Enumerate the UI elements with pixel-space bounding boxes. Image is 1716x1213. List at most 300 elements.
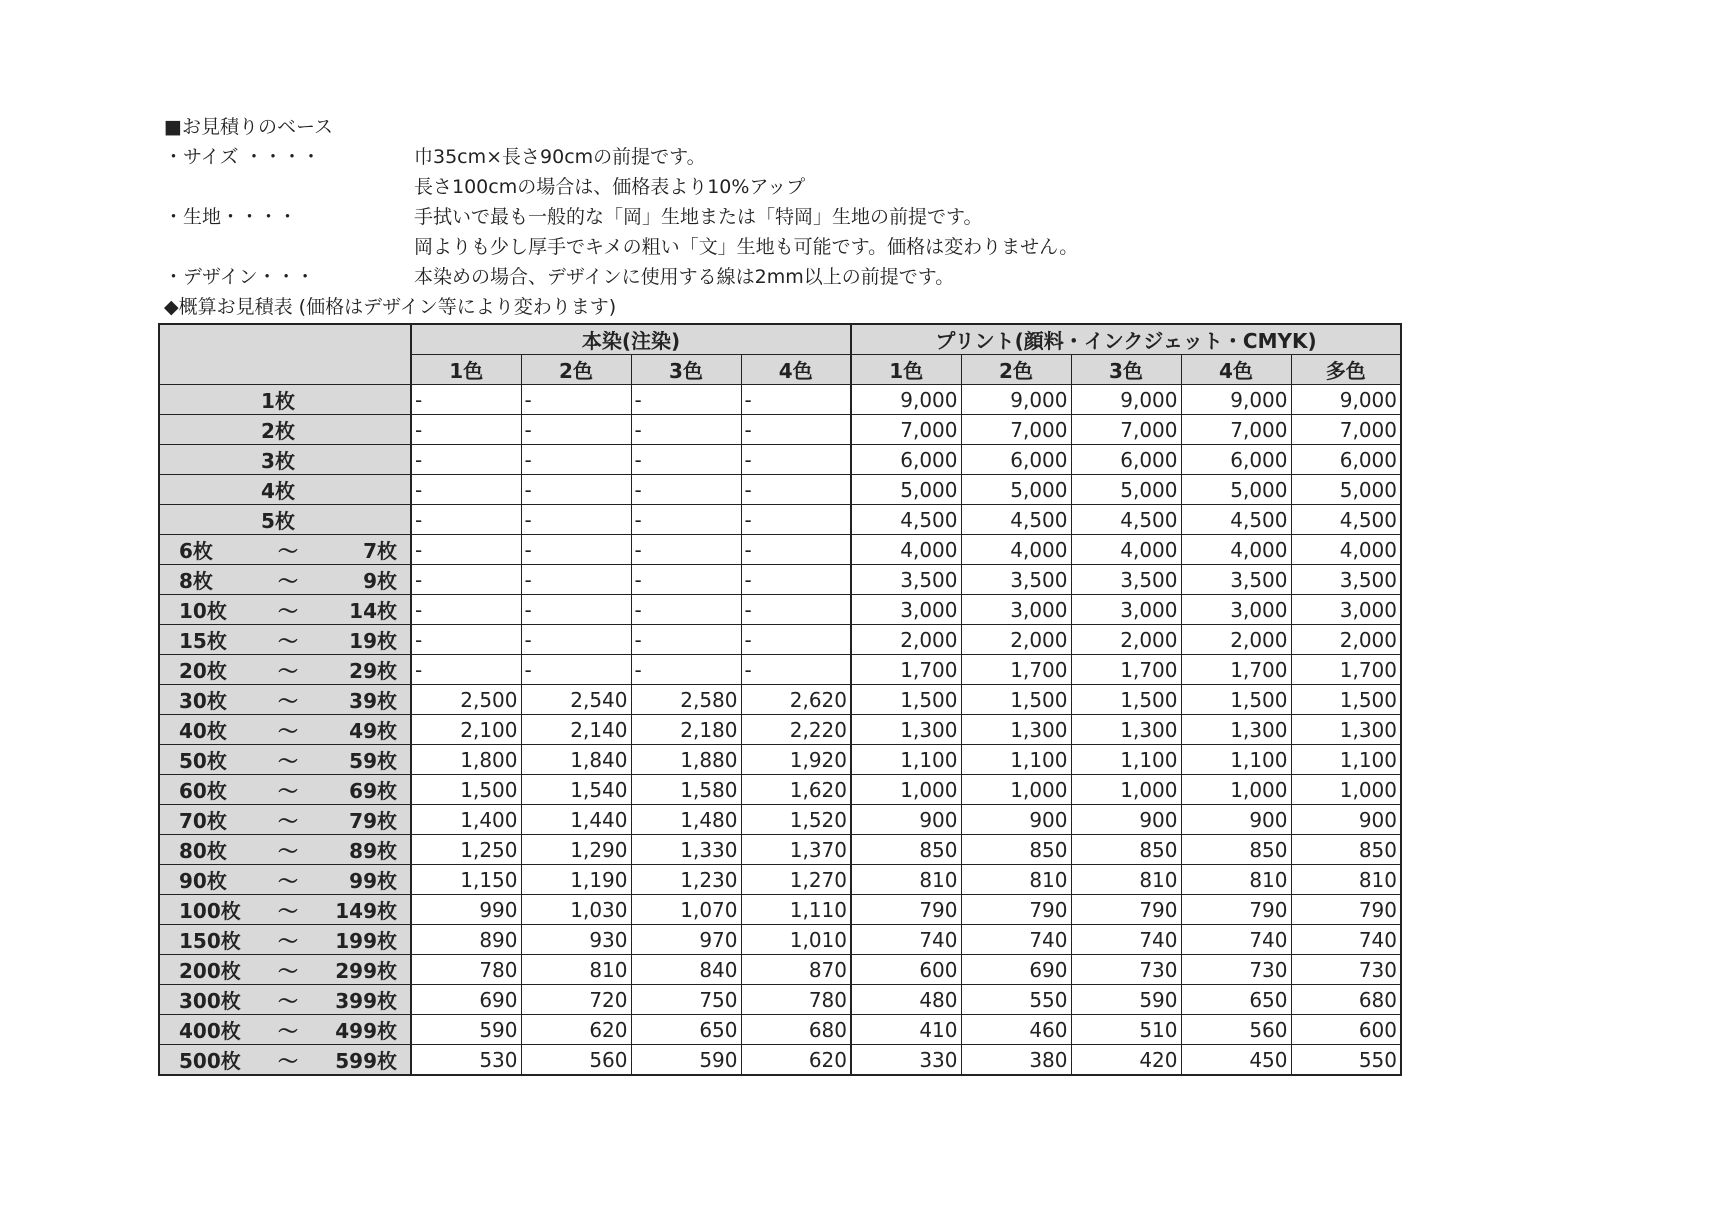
price-cell: 790 [851, 895, 961, 925]
price-cell: 810 [851, 865, 961, 895]
table-row [159, 475, 1401, 505]
note-label: ・サイズ ・・・・ [164, 146, 321, 168]
price-cell: 1,100 [1071, 745, 1181, 775]
price-cell: 1,480 [631, 805, 741, 835]
price-cell: 850 [961, 835, 1071, 865]
price-cell: 1,190 [521, 865, 631, 895]
note-label: ・デザイン・・・ [164, 266, 315, 288]
quantity-from: 300枚 [179, 989, 241, 1013]
price-cell: 1,370 [741, 835, 851, 865]
price-cell: 1,000 [851, 775, 961, 805]
price-cell: 1,700 [1071, 655, 1181, 685]
quantity-from: 500枚 [179, 1049, 241, 1073]
price-cell: - [521, 565, 631, 595]
price-cell: - [631, 565, 741, 595]
price-cell: 550 [961, 985, 1071, 1015]
quantity-cell [159, 835, 411, 865]
price-cell: 850 [1071, 835, 1181, 865]
price-cell: 3,500 [1181, 565, 1291, 595]
quantity-to: 399枚 [335, 989, 397, 1013]
price-cell: - [741, 595, 851, 625]
price-cell: 3,000 [851, 595, 961, 625]
price-cell: 9,000 [1071, 385, 1181, 415]
price-cell: 3,000 [1071, 595, 1181, 625]
quantity-from: 80枚 [179, 839, 227, 863]
group-header-print: プリント(顔料・インクジェット・CMYK) [851, 324, 1401, 355]
price-cell: 750 [631, 985, 741, 1015]
price-cell: - [521, 625, 631, 655]
price-cell: 1,100 [1291, 745, 1401, 775]
price-cell: 3,000 [1181, 595, 1291, 625]
price-cell: 6,000 [1071, 445, 1181, 475]
quantity-header [159, 324, 411, 385]
table-row [159, 955, 1401, 985]
quantity-cell [159, 565, 411, 595]
note-text: 巾35cm×長さ90cmの前提です。 [414, 146, 706, 168]
quantity-cell [159, 655, 411, 685]
price-cell: - [521, 415, 631, 445]
price-cell: - [521, 475, 631, 505]
table-row [159, 565, 1401, 595]
quantity-cell [159, 805, 411, 835]
price-cell: 1,700 [1291, 655, 1401, 685]
price-cell: 620 [741, 1045, 851, 1076]
price-cell: 600 [1291, 1015, 1401, 1045]
quantity-to: 14枚 [349, 599, 397, 623]
table-row [159, 805, 1401, 835]
quantity-to: 149枚 [335, 899, 397, 923]
quantity-from: 60枚 [179, 779, 227, 803]
price-cell: 9,000 [1181, 385, 1291, 415]
price-cell: 4,000 [1291, 535, 1401, 565]
quantity-sep: ～ [278, 689, 298, 713]
price-cell: 1,400 [411, 805, 521, 835]
price-cell: 740 [1071, 925, 1181, 955]
table-row [159, 415, 1401, 445]
price-cell: - [411, 475, 521, 505]
price-cell: 900 [961, 805, 1071, 835]
quantity-from: 30枚 [179, 689, 227, 713]
note-label: ・生地・・・・ [164, 206, 298, 228]
price-cell: - [741, 445, 851, 475]
quantity-from: 100枚 [179, 899, 241, 923]
price-cell: 1,540 [521, 775, 631, 805]
price-cell: - [631, 475, 741, 505]
quantity-from: 70枚 [179, 809, 227, 833]
quantity-cell [159, 985, 411, 1015]
quantity-to: 599枚 [335, 1049, 397, 1073]
price-cell: 7,000 [851, 415, 961, 445]
quantity-cell [159, 535, 411, 565]
price-cell: 1,620 [741, 775, 851, 805]
quantity-from: 90枚 [179, 869, 227, 893]
price-cell: - [411, 505, 521, 535]
color-count-header: 2色 [961, 355, 1071, 385]
price-cell: 1,700 [1181, 655, 1291, 685]
note-text: 長さ100cmの場合は、価格表より10%アップ [414, 176, 806, 198]
price-cell: 740 [961, 925, 1071, 955]
price-cell: 3,500 [961, 565, 1071, 595]
price-cell: 2,220 [741, 715, 851, 745]
quantity-from: 50枚 [179, 749, 227, 773]
price-cell: 7,000 [1291, 415, 1401, 445]
price-cell: 510 [1071, 1015, 1181, 1045]
quantity-from: 5枚 [261, 509, 295, 533]
quantity-cell [159, 925, 411, 955]
price-cell: 4,000 [961, 535, 1071, 565]
price-cell: 1,100 [851, 745, 961, 775]
price-cell: 1,880 [631, 745, 741, 775]
price-cell: 1,300 [1291, 715, 1401, 745]
quantity-from: 4枚 [261, 479, 295, 503]
price-cell: 1,520 [741, 805, 851, 835]
price-cell: 810 [1181, 865, 1291, 895]
quantity-from: 6枚 [179, 539, 213, 563]
price-cell: 4,000 [851, 535, 961, 565]
price-cell: - [741, 385, 851, 415]
quantity-sep: ～ [278, 569, 298, 593]
quantity-to: 499枚 [335, 1019, 397, 1043]
table-row [159, 655, 1401, 685]
price-cell: 1,800 [411, 745, 521, 775]
price-cell: 7,000 [1071, 415, 1181, 445]
quantity-to: 99枚 [349, 869, 397, 893]
quantity-from: 8枚 [179, 569, 213, 593]
quantity-sep: ～ [278, 599, 298, 623]
price-cell: 2,000 [1291, 625, 1401, 655]
price-cell: - [521, 595, 631, 625]
table-row [159, 595, 1401, 625]
price-cell: 2,500 [411, 685, 521, 715]
note-size [164, 142, 1078, 172]
price-cell: 690 [411, 985, 521, 1015]
quantity-to: 9枚 [363, 569, 397, 593]
quantity-sep: ～ [278, 779, 298, 803]
quantity-cell [159, 1045, 411, 1076]
price-cell: 590 [1071, 985, 1181, 1015]
price-cell: 2,540 [521, 685, 631, 715]
price-cell: 6,000 [851, 445, 961, 475]
price-cell: 1,700 [851, 655, 961, 685]
note-text: 本染めの場合、デザインに使用する線は2mm以上の前提です。 [414, 266, 955, 288]
price-cell: 450 [1181, 1045, 1291, 1076]
quantity-to: 29枚 [349, 659, 397, 683]
table-row [159, 865, 1401, 895]
price-cell: 2,580 [631, 685, 741, 715]
quantity-to: 7枚 [363, 539, 397, 563]
price-cell: 1,230 [631, 865, 741, 895]
price-cell: 1,580 [631, 775, 741, 805]
price-cell: - [411, 655, 521, 685]
quantity-to: 59枚 [349, 749, 397, 773]
quantity-sep: ～ [278, 629, 298, 653]
price-cell: 2,000 [961, 625, 1071, 655]
price-cell: 900 [1071, 805, 1181, 835]
quantity-sep: ～ [278, 899, 298, 923]
price-cell: 1,920 [741, 745, 851, 775]
price-cell: 1,250 [411, 835, 521, 865]
color-count-header: 2色 [521, 355, 631, 385]
price-cell: 690 [961, 955, 1071, 985]
price-cell: - [411, 415, 521, 445]
price-cell: 730 [1181, 955, 1291, 985]
quantity-cell [159, 775, 411, 805]
quantity-to: 69枚 [349, 779, 397, 803]
color-count-header: 多色 [1291, 355, 1401, 385]
quantity-to: 79枚 [349, 809, 397, 833]
price-cell: 1,300 [961, 715, 1071, 745]
price-cell: 1,000 [961, 775, 1071, 805]
quantity-cell [159, 595, 411, 625]
price-cell: - [631, 415, 741, 445]
price-cell: 380 [961, 1045, 1071, 1076]
price-cell: 870 [741, 955, 851, 985]
price-cell: 680 [1291, 985, 1401, 1015]
price-cell: 970 [631, 925, 741, 955]
quantity-cell [159, 895, 411, 925]
price-cell: 810 [961, 865, 1071, 895]
price-cell: 600 [851, 955, 961, 985]
price-cell: 1,500 [1291, 685, 1401, 715]
price-cell: 3,000 [1291, 595, 1401, 625]
group-header-honzome: 本染(注染) [411, 324, 851, 355]
quantity-cell [159, 445, 411, 475]
price-cell: 720 [521, 985, 631, 1015]
price-cell: - [631, 625, 741, 655]
price-cell: - [411, 595, 521, 625]
price-cell: 740 [851, 925, 961, 955]
price-cell: 1,700 [961, 655, 1071, 685]
note-fabric-cont [164, 232, 1078, 262]
price-table-body [159, 385, 1401, 1076]
table-row [159, 505, 1401, 535]
price-cell: - [631, 445, 741, 475]
color-count-header: 4色 [1181, 355, 1291, 385]
price-cell: 1,500 [411, 775, 521, 805]
price-cell: 1,110 [741, 895, 851, 925]
quantity-from: 1枚 [261, 389, 295, 413]
price-cell: 530 [411, 1045, 521, 1076]
price-cell: 1,500 [1181, 685, 1291, 715]
quantity-from: 150枚 [179, 929, 241, 953]
price-cell: - [411, 535, 521, 565]
quantity-sep: ～ [278, 749, 298, 773]
price-table [158, 323, 1402, 1076]
quantity-to: 19枚 [349, 629, 397, 653]
price-cell: - [521, 655, 631, 685]
price-cell: - [741, 475, 851, 505]
price-cell: 1,290 [521, 835, 631, 865]
price-cell: 1,000 [1181, 775, 1291, 805]
notes-heading: ■お見積りのベース [164, 116, 334, 138]
price-cell: 4,500 [1181, 505, 1291, 535]
table-row [159, 985, 1401, 1015]
price-cell: 930 [521, 925, 631, 955]
price-cell: 1,440 [521, 805, 631, 835]
price-cell: 1,100 [1181, 745, 1291, 775]
price-cell: 9,000 [851, 385, 961, 415]
price-cell: 1,070 [631, 895, 741, 925]
quantity-cell [159, 505, 411, 535]
price-cell: 790 [961, 895, 1071, 925]
price-cell: 810 [1291, 865, 1401, 895]
price-cell: 7,000 [961, 415, 1071, 445]
price-cell: 480 [851, 985, 961, 1015]
price-cell: 330 [851, 1045, 961, 1076]
price-cell: 9,000 [961, 385, 1071, 415]
price-cell: 780 [411, 955, 521, 985]
price-cell: 840 [631, 955, 741, 985]
table-row [159, 895, 1401, 925]
quantity-from: 400枚 [179, 1019, 241, 1043]
table-row [159, 925, 1401, 955]
quantity-cell [159, 865, 411, 895]
price-cell: 5,000 [851, 475, 961, 505]
quantity-to: 89枚 [349, 839, 397, 863]
table-row [159, 685, 1401, 715]
price-cell: 5,000 [961, 475, 1071, 505]
price-cell: 4,000 [1071, 535, 1181, 565]
price-cell: - [741, 415, 851, 445]
quantity-cell [159, 625, 411, 655]
price-cell: 2,000 [1181, 625, 1291, 655]
quantity-cell [159, 715, 411, 745]
quantity-sep: ～ [278, 869, 298, 893]
price-cell: 1,500 [961, 685, 1071, 715]
table-row [159, 835, 1401, 865]
price-cell: 7,000 [1181, 415, 1291, 445]
price-cell: - [631, 385, 741, 415]
price-cell: 1,300 [1071, 715, 1181, 745]
price-cell: 2,000 [1071, 625, 1181, 655]
quantity-sep: ～ [278, 839, 298, 863]
price-cell: 730 [1291, 955, 1401, 985]
price-cell: 1,000 [1071, 775, 1181, 805]
price-cell: 6,000 [1291, 445, 1401, 475]
quantity-sep: ～ [278, 539, 298, 563]
quantity-cell [159, 745, 411, 775]
price-cell: 3,500 [851, 565, 961, 595]
table-row [159, 745, 1401, 775]
quantity-to: 299枚 [335, 959, 397, 983]
quantity-sep: ～ [278, 1049, 298, 1073]
table-row [159, 775, 1401, 805]
quantity-from: 40枚 [179, 719, 227, 743]
note-text: 手拭いで最も一般的な「岡」生地または「特岡」生地の前提です。 [414, 206, 983, 228]
price-cell: 2,140 [521, 715, 631, 745]
price-cell: 650 [1181, 985, 1291, 1015]
price-cell: 2,180 [631, 715, 741, 745]
price-cell: 590 [631, 1045, 741, 1076]
price-cell: 790 [1181, 895, 1291, 925]
price-cell: 810 [521, 955, 631, 985]
table-row [159, 445, 1401, 475]
note-size-cont [164, 172, 1078, 202]
price-cell: 1,150 [411, 865, 521, 895]
price-cell: - [741, 505, 851, 535]
quantity-cell [159, 385, 411, 415]
price-cell: 6,000 [1181, 445, 1291, 475]
price-cell: 780 [741, 985, 851, 1015]
price-cell: - [631, 505, 741, 535]
price-cell: - [741, 535, 851, 565]
price-cell: 1,300 [1181, 715, 1291, 745]
price-cell: 6,000 [961, 445, 1071, 475]
quantity-from: 15枚 [179, 629, 227, 653]
price-cell: - [631, 595, 741, 625]
note-design [164, 262, 1078, 292]
price-cell: 1,030 [521, 895, 631, 925]
price-cell: 560 [1181, 1015, 1291, 1045]
color-count-header: 3色 [631, 355, 741, 385]
quantity-sep: ～ [278, 719, 298, 743]
price-cell: 420 [1071, 1045, 1181, 1076]
color-count-header: 4色 [741, 355, 851, 385]
quantity-cell [159, 955, 411, 985]
table-row [159, 385, 1401, 415]
quantity-from: 200枚 [179, 959, 241, 983]
price-cell: 1,840 [521, 745, 631, 775]
price-cell: 4,000 [1181, 535, 1291, 565]
quantity-from: 10枚 [179, 599, 227, 623]
price-cell: 680 [741, 1015, 851, 1045]
quantity-sep: ～ [278, 809, 298, 833]
quantity-to: 199枚 [335, 929, 397, 953]
table-row [159, 1015, 1401, 1045]
price-cell: 1,330 [631, 835, 741, 865]
table-row [159, 625, 1401, 655]
price-cell: - [521, 535, 631, 565]
price-cell: 1,000 [1291, 775, 1401, 805]
table-row [159, 715, 1401, 745]
price-cell: 740 [1181, 925, 1291, 955]
price-cell: 730 [1071, 955, 1181, 985]
quantity-cell [159, 415, 411, 445]
price-cell: 9,000 [1291, 385, 1401, 415]
price-cell: - [521, 445, 631, 475]
table-row [159, 535, 1401, 565]
price-cell: 990 [411, 895, 521, 925]
quantity-from: 3枚 [261, 449, 295, 473]
price-cell: 1,010 [741, 925, 851, 955]
price-cell: - [521, 505, 631, 535]
quantity-to: 39枚 [349, 689, 397, 713]
price-cell: 410 [851, 1015, 961, 1045]
price-cell: 740 [1291, 925, 1401, 955]
price-cell: 5,000 [1071, 475, 1181, 505]
price-cell: 3,000 [961, 595, 1071, 625]
quantity-sep: ～ [278, 659, 298, 683]
price-cell: 550 [1291, 1045, 1401, 1076]
quantity-cell [159, 475, 411, 505]
quantity-from: 2枚 [261, 419, 295, 443]
quantity-to: 49枚 [349, 719, 397, 743]
table-title: ◆概算お見積表 (価格はデザイン等により変わります) [164, 296, 617, 318]
price-cell: 5,000 [1181, 475, 1291, 505]
price-cell: - [521, 385, 631, 415]
price-cell: 5,000 [1291, 475, 1401, 505]
price-cell: - [411, 445, 521, 475]
price-cell: 2,620 [741, 685, 851, 715]
price-cell: 810 [1071, 865, 1181, 895]
price-cell: 3,500 [1071, 565, 1181, 595]
price-cell: 900 [1181, 805, 1291, 835]
price-cell: 900 [851, 805, 961, 835]
estimate-notes [164, 112, 1078, 292]
quantity-cell [159, 1015, 411, 1045]
color-count-header: 1色 [411, 355, 521, 385]
price-cell: - [741, 565, 851, 595]
